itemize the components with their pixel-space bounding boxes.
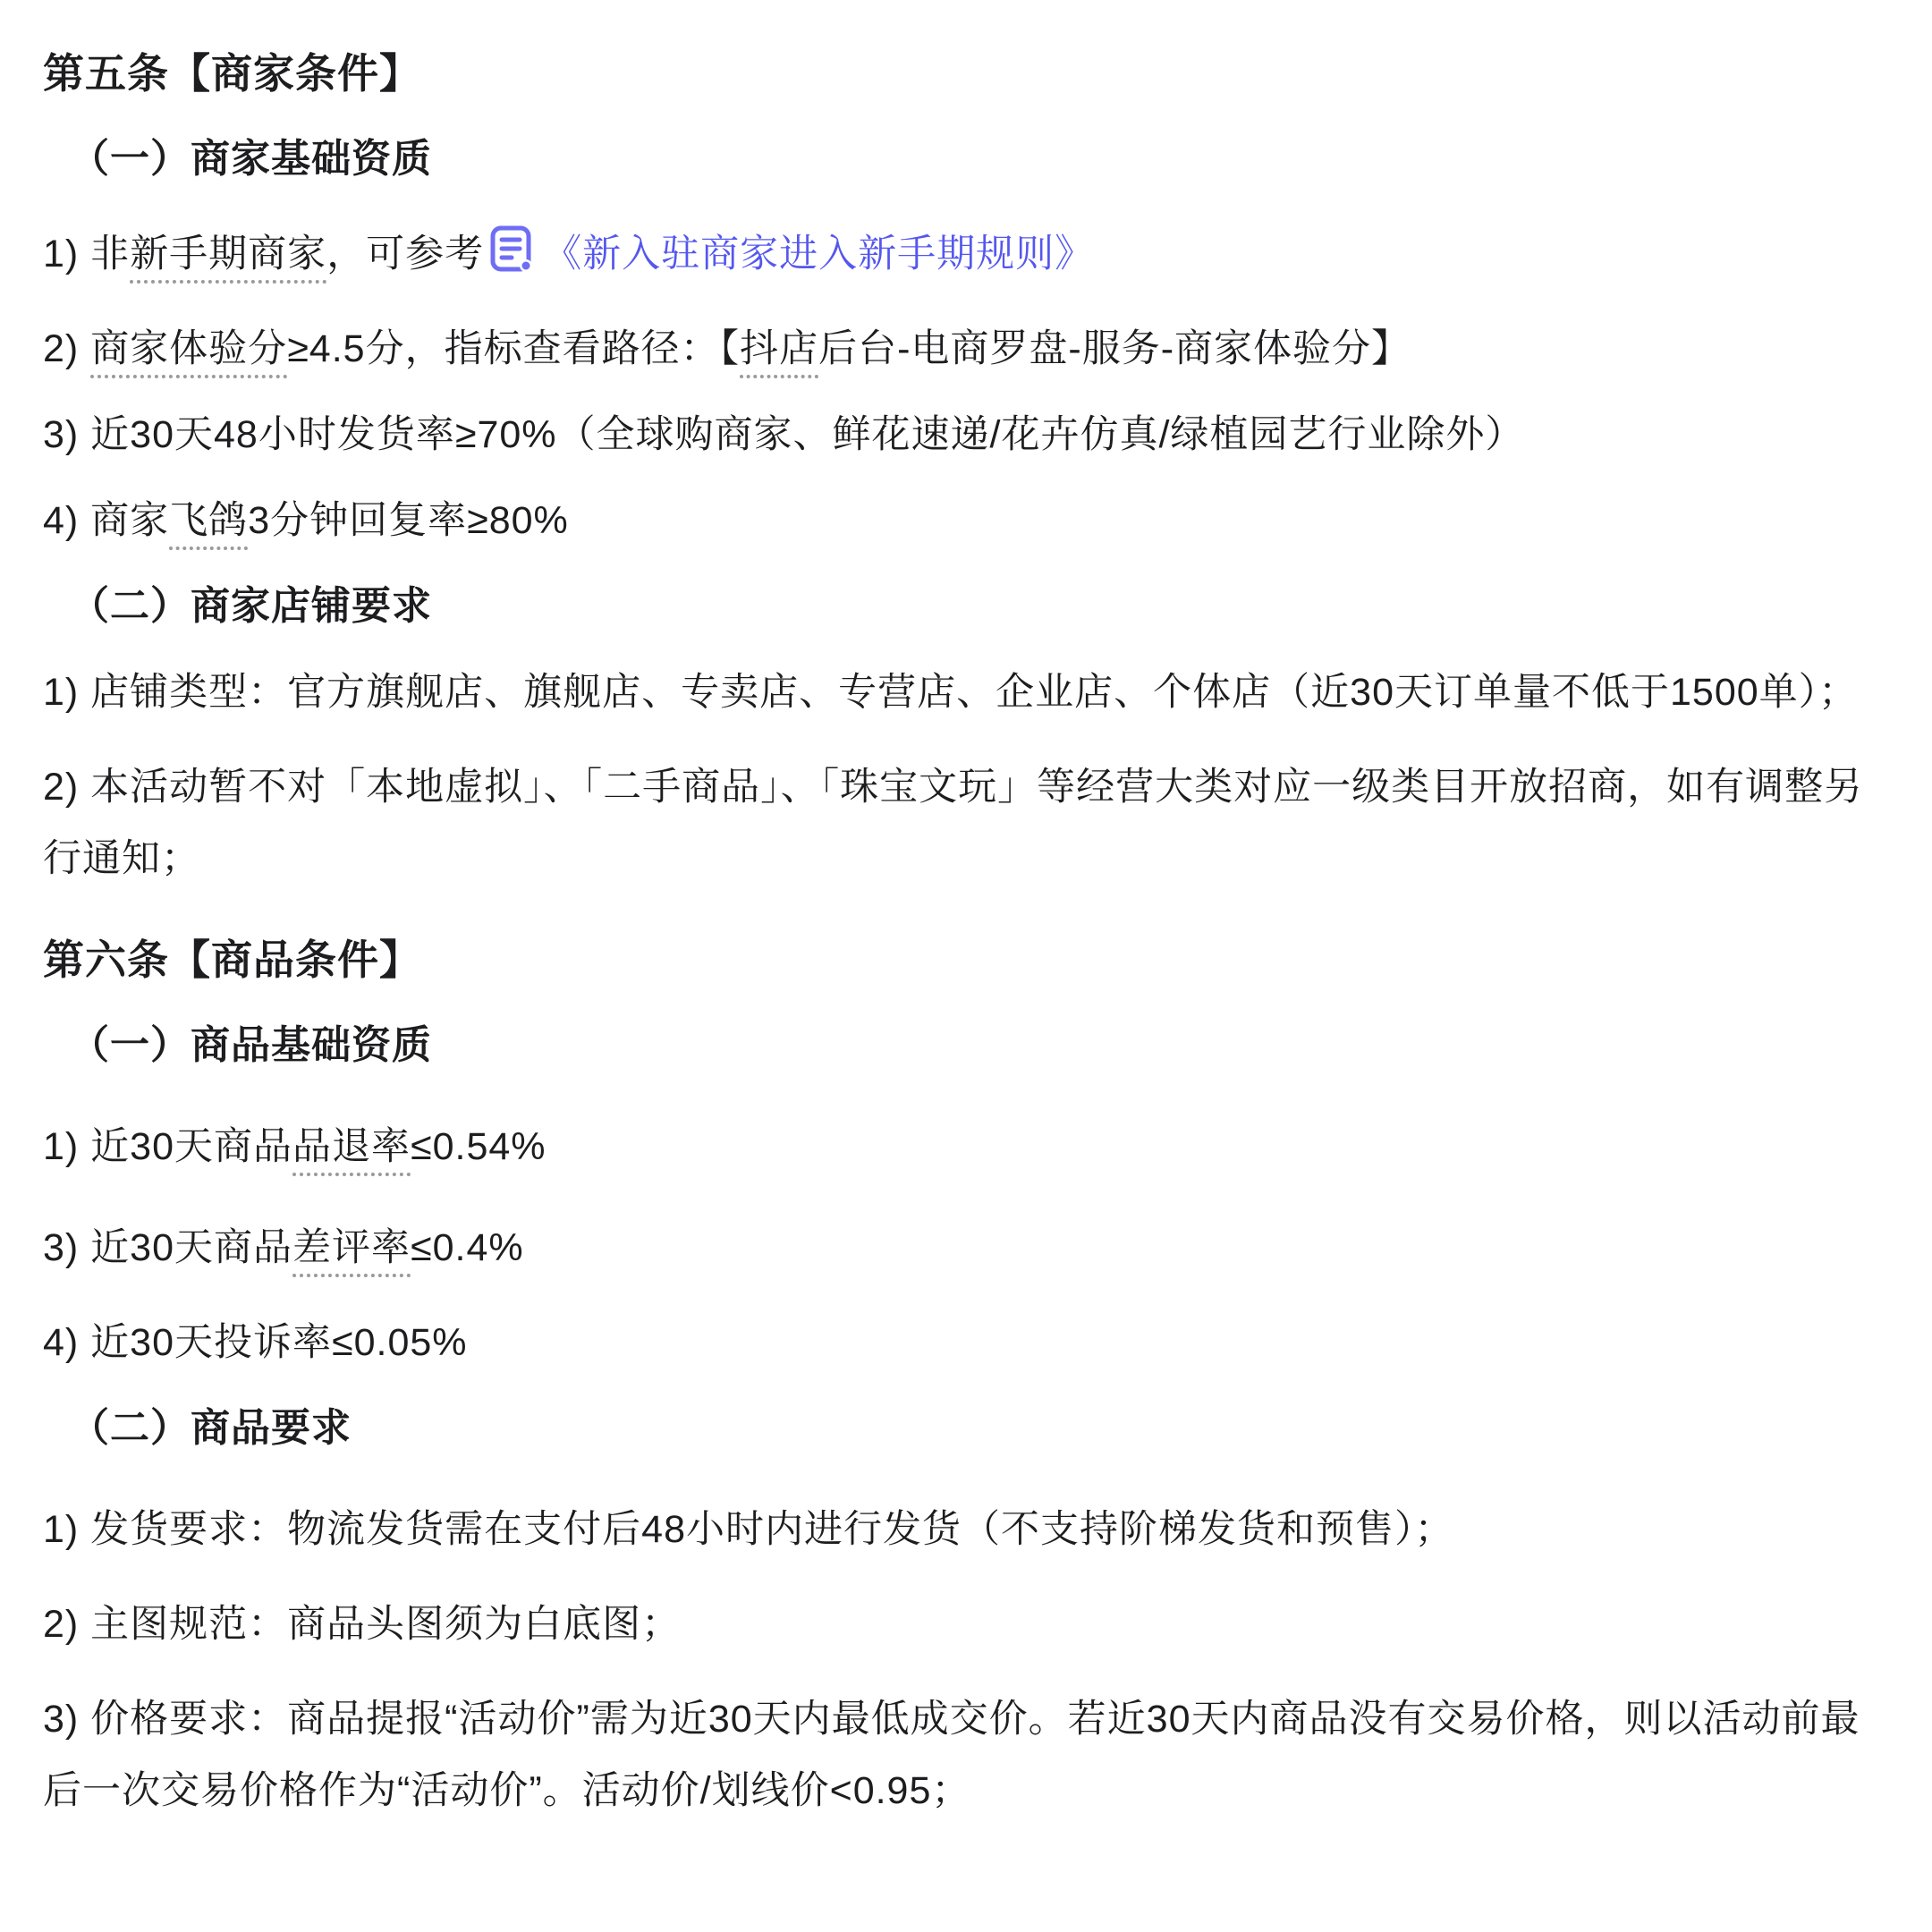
text-run: 3) 近30天48小时发货率≥70%（全球购商家、鲜花速递/花卉仿真/绿植园艺行业除外）: [43, 413, 1525, 456]
text-run: 3) 近30天商品: [43, 1226, 293, 1269]
article5-heading: 第五条【商家条件】: [43, 50, 421, 97]
article6-section2-heading: （二）商品要求: [70, 1406, 352, 1450]
product-requirement-item-3: [43, 1683, 1889, 1826]
product-qualification-item-1: [43, 1111, 1889, 1182]
merchant-qualification-item-4: [43, 485, 1889, 556]
document-icon: [489, 225, 534, 273]
merchant-qualification-item-3: [43, 399, 1889, 470]
text-run: 2) 主图规范：商品头图须为白底图；: [43, 1603, 682, 1646]
dotted-term: 品退率: [292, 1125, 411, 1168]
text-run: 1) 店铺类型：官方旗舰店、旗舰店、专卖店、专营店、企业店、个体店（近30天订单量不低于1500单）；: [43, 671, 1859, 714]
text-run: ≤0.4%: [411, 1226, 524, 1269]
text-run: ，可参考: [326, 233, 485, 275]
product-qualification-item-3: [43, 1212, 1889, 1284]
text-run: 1) 发货要求：物流发货需在支付后48小时内进行发货（不支持阶梯发货和预售）；: [43, 1508, 1454, 1551]
text-run: 2): [43, 327, 91, 370]
text-run: 1) 近30天商品: [43, 1125, 293, 1168]
merchant-qualification-item-2: [43, 313, 1889, 385]
store-requirement-item-1: [43, 657, 1889, 728]
product-qualification-item-4: [43, 1307, 1889, 1378]
text-run: 2) 本活动暂不对「本地虚拟」、「二手商品」、「珠宝文玩」等经营大类对应一级类目开放招商，如有调整另行通知；: [43, 766, 1864, 880]
article5-section2-heading: （二）商家店铺要求: [70, 584, 432, 628]
dotted-term: 新手期商家: [130, 233, 327, 275]
text-run: 3分钟回复率≥80%: [248, 499, 569, 542]
dotted-term: 抖店: [740, 327, 819, 370]
article5-section1-heading: （一）商家基础资质: [70, 137, 432, 181]
dotted-term: 飞鸽: [169, 499, 249, 542]
text-run: 1) 非: [43, 233, 131, 275]
text-run: ≤0.54%: [411, 1125, 547, 1168]
text-run: 3) 价格要求：商品提报“活动价”需为近30天内最低成交价。若近30天内商品没有交易价格，则以活动前最后一次交易价格作为“活动价”。活动价/划线价<0.95；: [43, 1698, 1860, 1812]
product-requirement-item-1: [43, 1494, 1889, 1565]
text-run: 4) 商家: [43, 499, 170, 542]
product-requirement-item-2: [43, 1589, 1889, 1660]
article6-section1-heading: （一）商品基础资质: [70, 1023, 432, 1067]
text-run: 后台-电商罗盘-服务-商家体验分】: [818, 327, 1411, 370]
dotted-term: 差评率: [292, 1226, 411, 1269]
dotted-term: 商家体验分: [90, 327, 288, 370]
newbie-rules-link[interactable]: 《新入驻商家进入新手期规则》: [543, 233, 1095, 275]
article6-heading: 第六条【商品条件】: [43, 936, 421, 983]
store-requirement-item-2: [43, 751, 1889, 894]
text-run: ≥4.5分，指标查看路径：【: [287, 327, 741, 370]
merchant-qualification-item-1: [43, 218, 1889, 290]
text-run: 4) 近30天投诉率≤0.05%: [43, 1321, 468, 1364]
